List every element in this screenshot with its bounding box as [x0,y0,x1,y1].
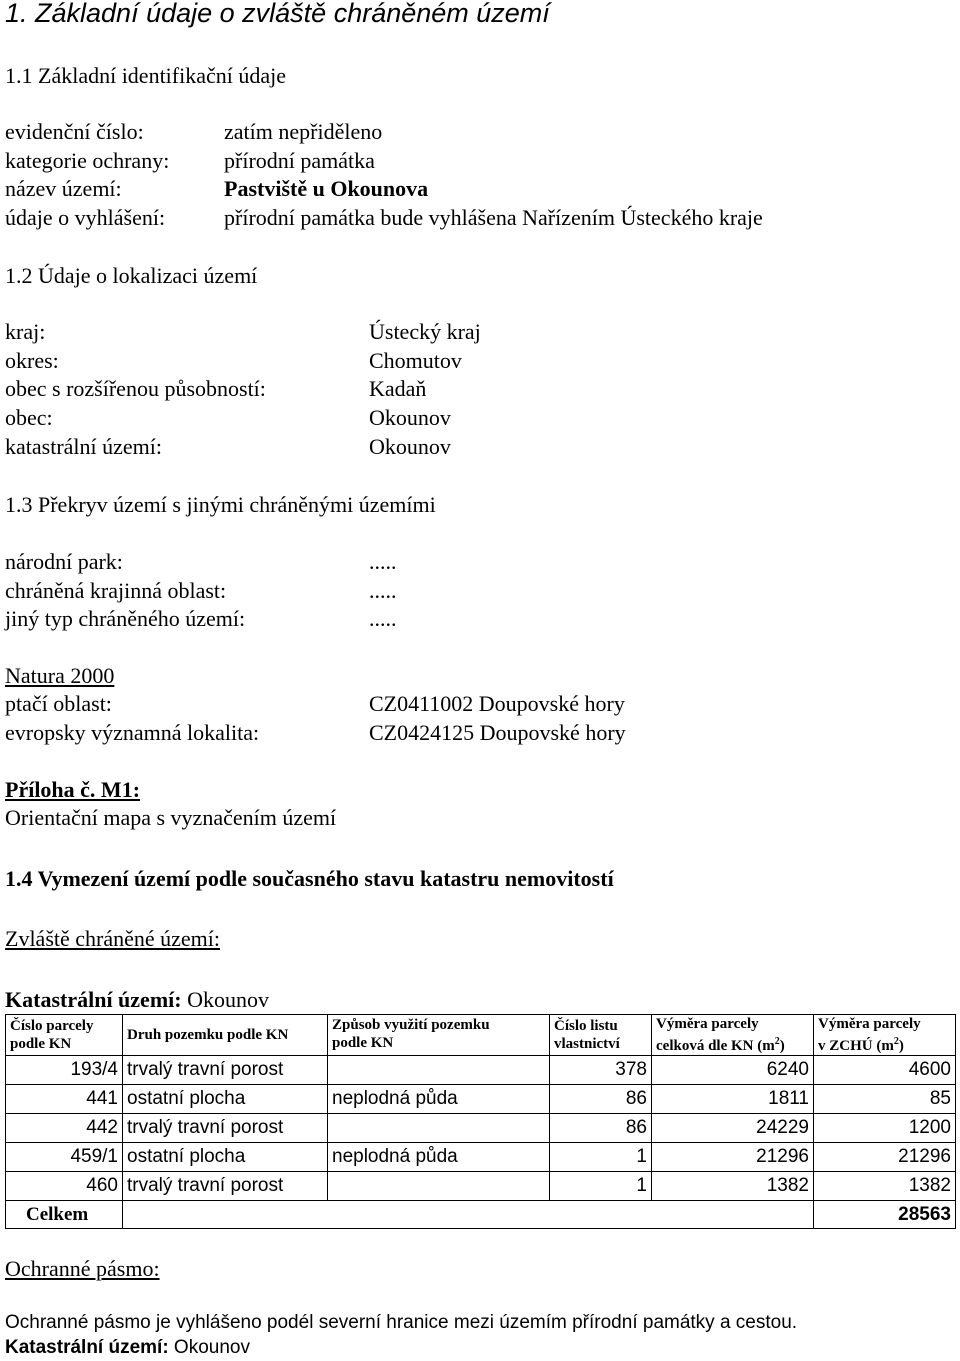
op-ku-label: Katastrální území: [5,1337,169,1358]
cell-vzchu: 1200 [814,1114,956,1143]
table-row [6,1143,956,1172]
cell-parcela: 442 [6,1114,123,1143]
cell-lv: 1 [550,1172,652,1201]
table-row [6,1172,956,1201]
cell-parcela: 460 [6,1172,123,1201]
table-row [6,1085,956,1114]
cell-druh: trvalý travní porost [123,1172,328,1201]
cell-zpusob: neplodná půda [328,1143,550,1172]
value-evidencni-cislo: zatím nepřiděleno [224,119,383,144]
value-chko: ..... [369,577,397,603]
cell-vymera: 21296 [652,1143,814,1172]
cell-druh: trvalý travní porost [123,1114,328,1143]
parcel-table [5,1014,956,1229]
cell-zpusob [328,1172,550,1201]
cell-zpusob: neplodná půda [328,1085,550,1114]
total-label: Celkem [6,1201,123,1229]
value-jiny-typ: ..... [369,606,397,632]
overlap-values [369,548,397,634]
cell-vymera: 1382 [652,1172,814,1201]
value-kraj: Ústecký kraj [369,319,481,344]
section-1-2-title: 1.2 Údaje o lokalizaci území [5,263,258,288]
section-1-1-title: 1.1 Základní identifikační údaje [5,63,287,88]
value-okres: Chomutov [369,347,462,373]
header-vymera-celkova: Výměra parcely celková dle KN $(m^2)$ [652,1015,814,1056]
label-ptaci-oblast: ptačí oblast: [5,691,112,716]
cell-lv: 1 [550,1143,652,1172]
ku-line [5,986,269,1015]
label-chko: chráněná krajinná oblast: [5,577,227,603]
cell-zpusob [328,1114,550,1143]
cell-lv: 86 [550,1114,652,1143]
cell-vzchu: 21296 [814,1143,956,1172]
label-kategorie-ochrany: kategorie ochrany: [5,147,170,173]
cell-vymera: 6240 [652,1056,814,1085]
cell-parcela: 459/1 [6,1143,123,1172]
cell-druh: ostatní plocha [123,1143,328,1172]
value-narodni-park: ..... [369,549,397,574]
natura-2000-label: Natura 2000 [5,663,115,688]
identification-labels [5,118,169,233]
header-cislo-parcely: Číslo parcely podle KN [6,1015,123,1056]
op-ku-value: Okounov [168,1337,250,1358]
value-udaje-o-vyhlaseni: přírodní památka bude vyhlášena Nařízením Ústeckého kraje [224,205,763,231]
ochranne-pasmo-label: Ochranné pásmo: [5,1256,160,1281]
value-katastralni-uzemi: Okounov [369,433,451,459]
total-value: 28563 [814,1201,956,1229]
cell-vymera: 24229 [652,1114,814,1143]
label-jiny-typ: jiný typ chráněného území: [5,606,246,632]
cell-druh: trvalý travní porost [123,1056,328,1085]
label-okres: okres: [5,347,59,373]
header-zpusob-vyuziti: Způsob využití pozemku podle KN [328,1015,550,1056]
label-orp: obec s rozšířenou působností: [5,376,266,402]
label-udaje-o-vyhlaseni: údaje o vyhlášení: [5,205,166,231]
cell-lv: 86 [550,1085,652,1114]
overlap-labels [5,548,245,634]
cell-vzchu: 1382 [814,1172,956,1201]
label-narodni-park: národní park: [5,549,123,574]
cell-vzchu: 4600 [814,1056,956,1085]
cell-parcela: 441 [6,1085,123,1114]
label-evidencni-cislo: evidenční číslo: [5,119,144,144]
value-kategorie-ochrany: přírodní památka [224,147,375,173]
total-empty-cell [123,1201,814,1229]
header-druh-pozemku: Druh pozemku podle KN [123,1015,328,1056]
section-1-4-title: 1.4 Vymezení území podle současného stavu katastru nemovitostí [5,866,614,891]
table-row [6,1114,956,1143]
table-header-row [6,1015,956,1056]
cell-zpusob [328,1056,550,1085]
cell-druh: ostatní plocha [123,1085,328,1114]
ku-value: Okounov [181,987,269,1012]
label-obec: obec: [5,405,53,431]
ochranne-pasmo-text: Ochranné pásmo je vyhlášeno podél severní hranice mezi územím přírodní památky a cestou. [5,1312,798,1333]
table-row [6,1056,956,1085]
header-cislo-lv: Číslo listu vlastnictví [550,1015,652,1056]
natura-labels [5,690,259,747]
cell-parcela: 193/4 [6,1056,123,1085]
cell-lv: 378 [550,1056,652,1085]
appendix-label: Příloha č. M1: [5,777,141,802]
natura-values [369,690,626,747]
location-labels [5,318,266,462]
table-total-row [6,1201,956,1229]
cell-vzchu: 85 [814,1085,956,1114]
value-orp: Kadaň [369,376,427,402]
location-values [369,318,481,462]
header-vymera-zchu: Výměra parcely v ZCHÚ $(m^2)$ [814,1015,956,1056]
ku-label: Katastrální území: [5,987,182,1012]
identification-values [224,118,763,233]
value-ptaci-oblast: CZ0411002 Doupovské hory [369,691,625,716]
cell-vymera: 1811 [652,1085,814,1114]
page-title: 1. Základní údaje o zvláště chráněném území [5,0,550,28]
label-kraj: kraj: [5,319,46,344]
value-evl: CZ0424125 Doupovské hory [369,719,626,745]
zchu-label: Zvláště chráněné území: [5,926,221,951]
value-obec: Okounov [369,405,451,431]
label-katastralni-uzemi: katastrální území: [5,433,162,459]
section-1-3-title: 1.3 Překryv území s jinými chráněnými územími [5,492,436,517]
value-nazev-uzemi: Pastviště u Okounova [224,176,429,202]
label-evl: evropsky významná lokalita: [5,719,260,745]
appendix-text: Orientační mapa s vyznačením území [5,805,337,830]
op-ku-line [5,1337,250,1359]
label-nazev-uzemi: název území: [5,176,122,202]
